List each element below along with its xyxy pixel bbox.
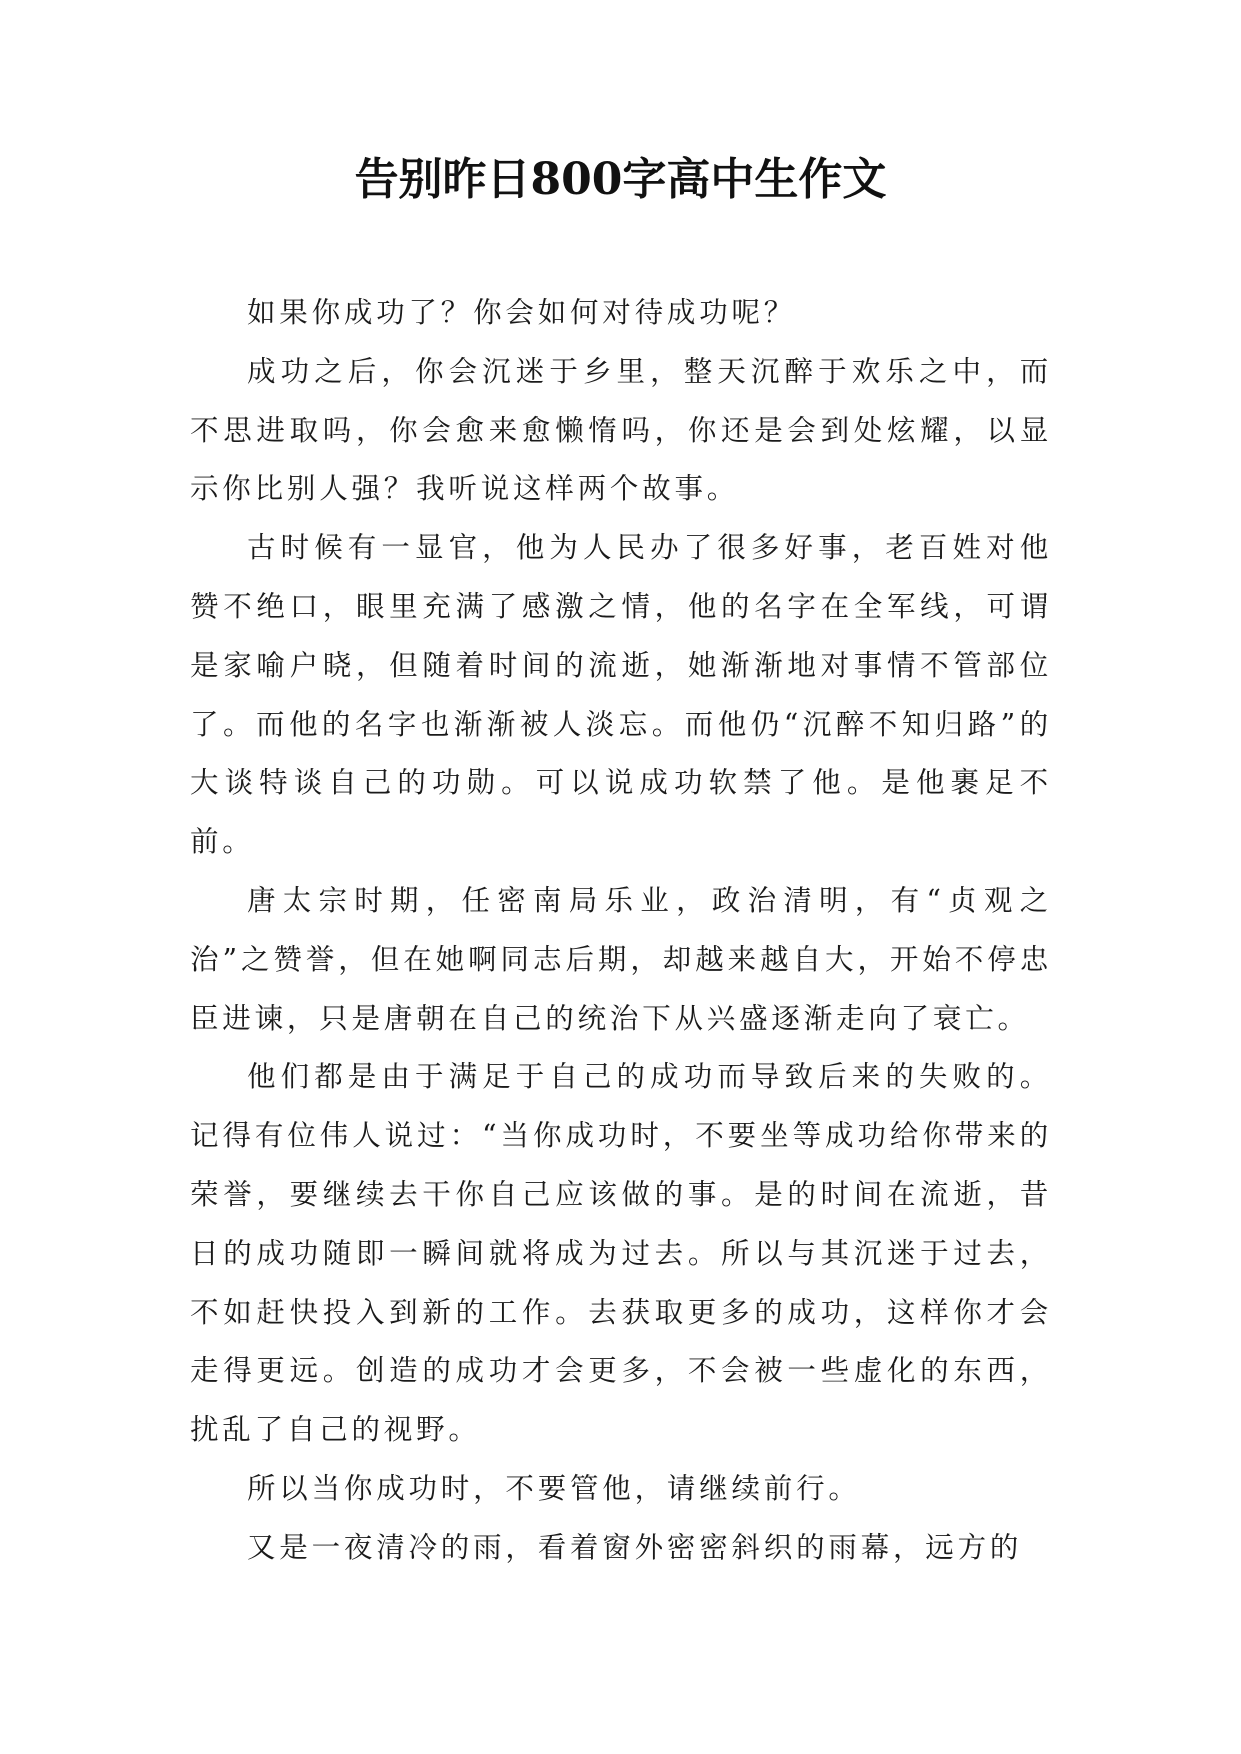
paragraph: 如果你成功了？你会如何对待成功呢？ bbox=[247, 296, 797, 329]
paragraph: 唐太宗时期，任密南局乐业，政治清明，有“贞观之治”之赞誉，但在她啊同志后期，却越来越自大，开始不停忠臣进谏，只是唐朝在自己的统治下从兴盛逐渐走向了衰亡。 bbox=[190, 883, 1052, 1035]
paragraph: 所以当你成功时，不要管他，请继续前行。 bbox=[247, 1471, 861, 1505]
document-title: 告别昨日800字高中生作文 bbox=[354, 154, 887, 205]
document-body bbox=[190, 284, 1052, 1578]
paragraph: 又是一夜清冷的雨，看着窗外密密斜织的雨幕，远方的 bbox=[247, 1530, 1023, 1564]
paragraph: 成功之后，你会沉迷于乡里，整天沉醉于欢乐之中，而不思进取吗，你会愈来愈懒惰吗，你还是会到处炫耀，以显示你比别人强？我听说这样两个故事。 bbox=[190, 354, 1052, 506]
paragraph: 古时候有一显官，他为人民办了很多好事，老百姓对他赞不绝口，眼里充满了感激之情，他的名字在全军线，可谓是家喻户晓，但随着时间的流逝，她渐渐地对事情不管部位了。而他的名字也渐渐被人淡忘。而他仍“沉醉不知归路”的大谈特谈自己的功勋。可以说成功软禁了他。是他裹足不前。 bbox=[190, 531, 1052, 859]
paragraph: 他们都是由于满足于自己的成功而导致后来的失败的。记得有位伟人说过：“当你成功时，不要坐等成功给你带来的荣誉，要继续去干你自己应该做的事。是的时间在流逝，昔日的成功随即一瞬间就将成为过去。所以与其沉迷于过去，不如赶快投入到新的工作。去获取更多的成功，这样你才会走得更远。创造的成功才会更多，不会被一些虚化的东西，扰乱了自己的视野。 bbox=[190, 1060, 1052, 1447]
